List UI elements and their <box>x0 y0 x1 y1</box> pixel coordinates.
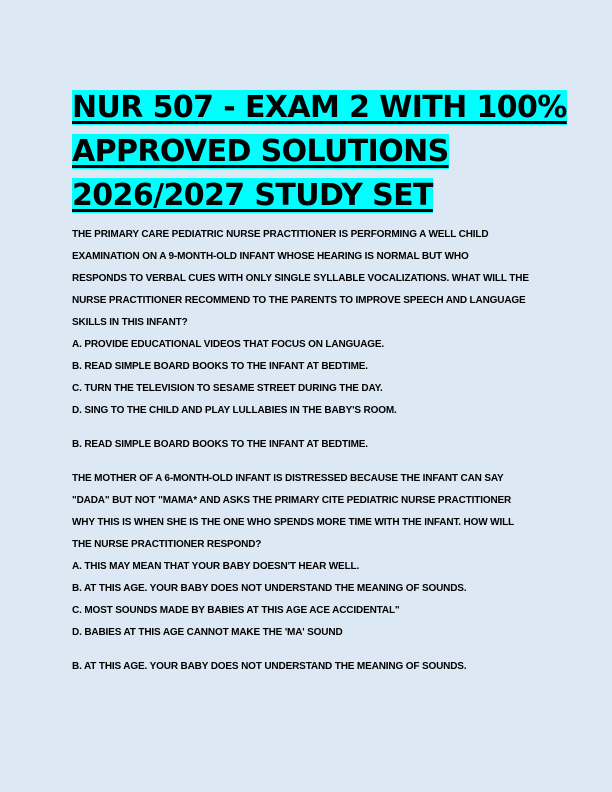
question-stem-line: SKILLS IN THIS INFANT? <box>72 317 188 328</box>
title-line: 2026/2027 STUDY SET <box>72 178 433 213</box>
question-stem-line: NURSE PRACTITIONER RECOMMEND TO THE PARENTS TO IMPROVE SPEECH AND LANGUAGE <box>72 295 526 306</box>
question-stem-line: THE NURSE PRACTITIONER RESPOND? <box>72 539 262 550</box>
spacer <box>72 644 542 656</box>
answer-option: C. MOST SOUNDS MADE BY BABIES AT THIS AGE ACE ACCIDENTAL" <box>72 605 400 616</box>
answer-option: A. THIS MAY MEAN THAT YOUR BABY DOESN'T HEAR WELL. <box>72 561 360 572</box>
question-2 <box>72 468 542 678</box>
document-title <box>72 86 567 218</box>
title-line: APPROVED SOLUTIONS <box>72 134 449 169</box>
question-stem-line: "DADA" BUT NOT "MAMA* AND ASKS THE PRIMARY CITE PEDIATRIC NURSE PRACTITIONER <box>72 495 512 506</box>
spacer <box>72 456 542 468</box>
answer-option: B. READ SIMPLE BOARD BOOKS TO THE INFANT AT BEDTIME. <box>72 361 368 372</box>
correct-answer: B. READ SIMPLE BOARD BOOKS TO THE INFANT AT BEDTIME. <box>72 439 368 450</box>
answer-option: A. PROVIDE EDUCATIONAL VIDEOS THAT FOCUS ON LANGUAGE. <box>72 339 385 350</box>
answer-option: D. BABIES AT THIS AGE CANNOT MAKE THE 'MA' SOUND <box>72 627 343 638</box>
question-stem-line: RESPONDS TO VERBAL CUES WITH ONLY SINGLE SYLLABLE VOCALIZATIONS. WHAT WILL THE <box>72 273 529 284</box>
question-stem-line: WHY THIS IS WHEN SHE IS THE ONE WHO SPENDS MORE TIME WITH THE INFANT. HOW WILL <box>72 517 515 528</box>
answer-option: D. SING TO THE CHILD AND PLAY LULLABIES IN THE BABY'S ROOM. <box>72 405 397 416</box>
answer-option: C. TURN THE TELEVISION TO SESAME STREET DURING THE DAY. <box>72 383 383 394</box>
title-line: NUR 507 - EXAM 2 WITH 100% <box>72 90 567 125</box>
spacer <box>72 422 542 434</box>
document-body <box>72 224 542 678</box>
question-stem-line: THE PRIMARY CARE PEDIATRIC NURSE PRACTITIONER IS PERFORMING A WELL CHILD <box>72 229 489 240</box>
question-stem-line: THE MOTHER OF A 6-MONTH-OLD INFANT IS DISTRESSED BECAUSE THE INFANT CAN SAY <box>72 473 504 484</box>
question-stem-line: EXAMINATION ON A 9-MONTH-OLD INFANT WHOSE HEARING IS NORMAL BUT WHO <box>72 251 469 262</box>
correct-answer: B. AT THIS AGE. YOUR BABY DOES NOT UNDERSTAND THE MEANING OF SOUNDS. <box>72 661 467 672</box>
answer-option: B. AT THIS AGE. YOUR BABY DOES NOT UNDERSTAND THE MEANING OF SOUNDS. <box>72 583 467 594</box>
question-1 <box>72 224 542 456</box>
